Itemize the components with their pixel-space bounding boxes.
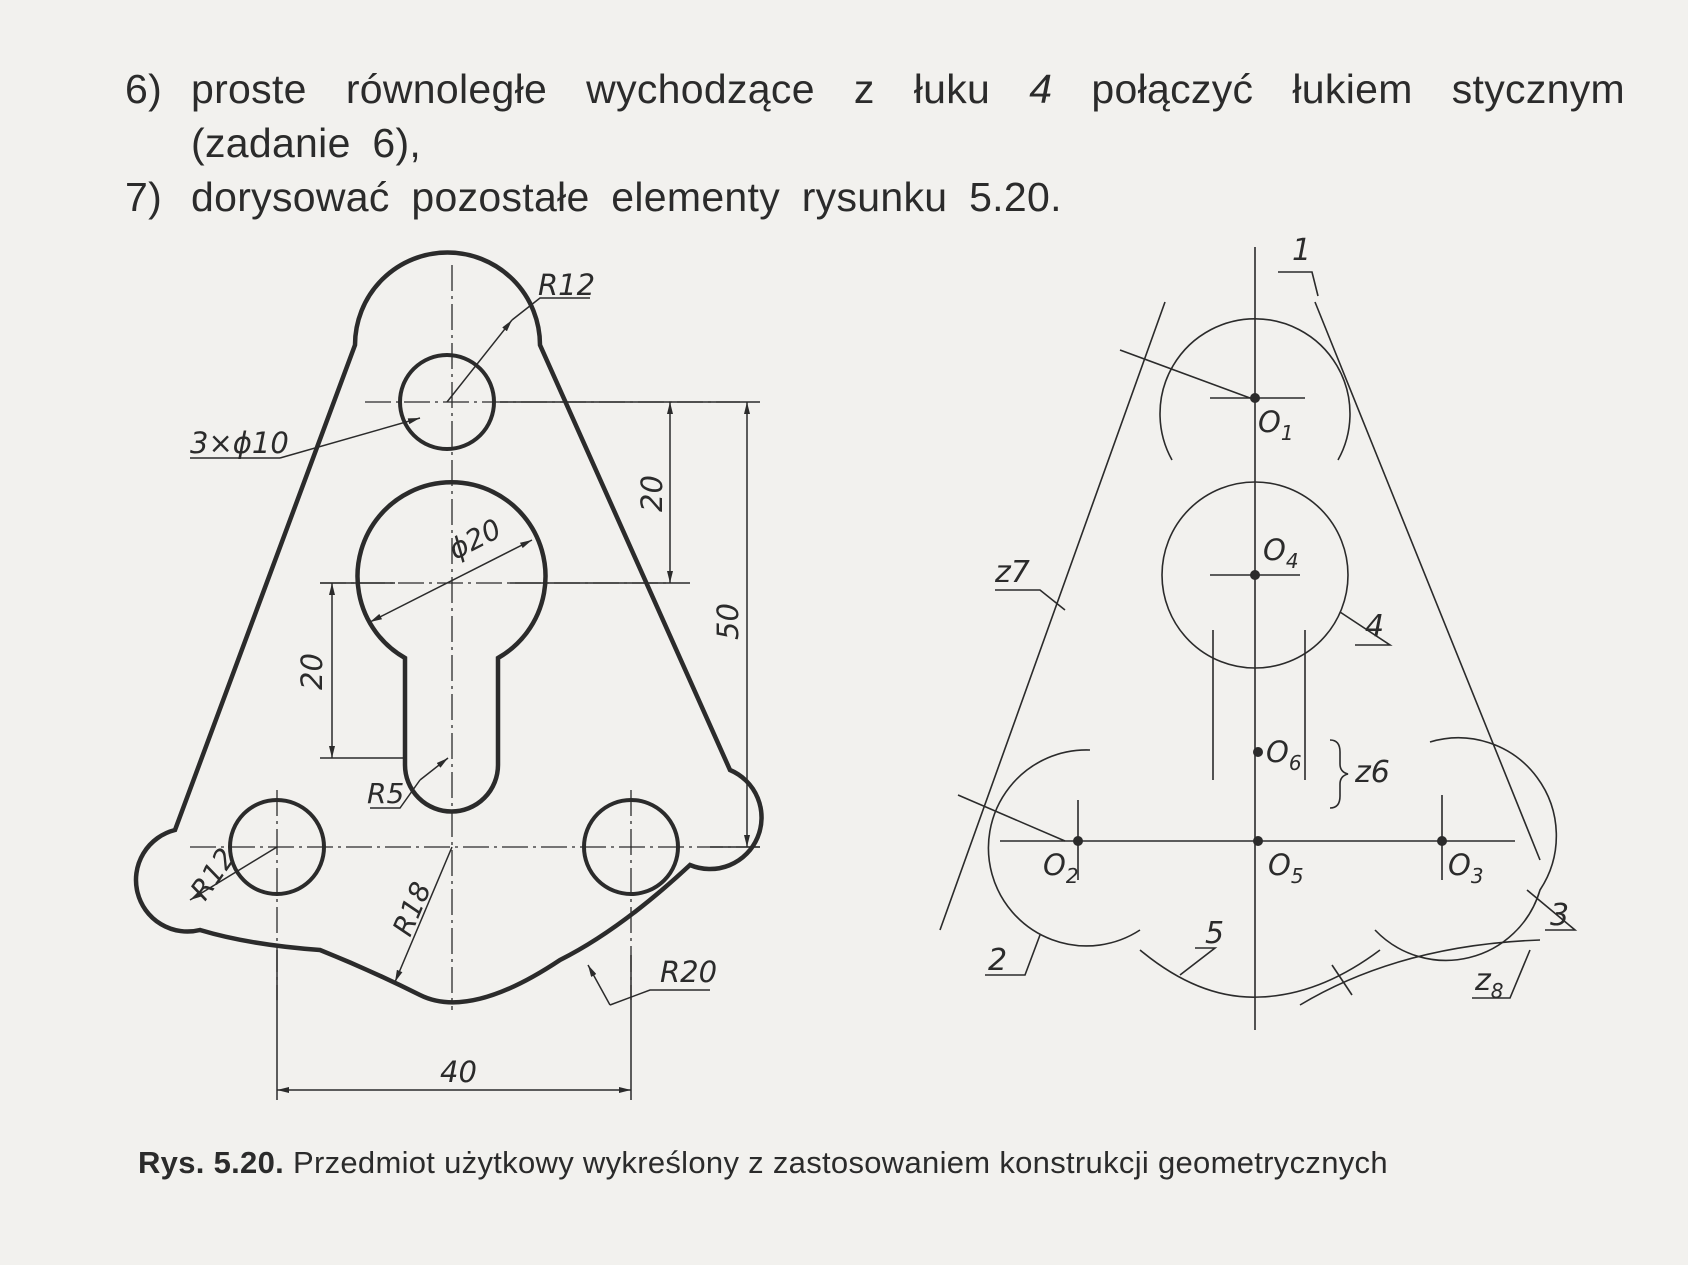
label-arc-3: 3 — [1550, 898, 1570, 933]
step-number: 6) — [125, 66, 163, 112]
dim-50: 50 — [711, 603, 745, 640]
dim-r5: R5 — [367, 777, 405, 810]
label-arc-1: 1 — [1292, 233, 1312, 268]
step-text: dorysować pozostałe elementy rysunku 5.20. — [191, 174, 1062, 220]
dim-holes: 3×ϕ10 — [190, 426, 289, 460]
part-drawing — [136, 253, 762, 1101]
label-o6: $O_6$ — [1266, 735, 1302, 775]
label-o1: $O_1$ — [1258, 405, 1294, 445]
step-number: 7) — [125, 174, 163, 220]
label-z7: z7 — [995, 555, 1030, 590]
step-text-cont: (zadanie 6), — [191, 120, 422, 166]
dim-r12-left: R12 — [183, 841, 243, 907]
dim-20-right: 20 — [635, 475, 669, 512]
step-text: proste równoległe wychodzące z łuku 4 połączyć łukiem stycznym — [191, 66, 1625, 112]
dim-20-left: 20 — [295, 653, 329, 690]
label-arc-2: 2 — [988, 943, 1008, 978]
label-o2: $O_2$ — [1043, 848, 1079, 888]
label-o3: $O_3$ — [1448, 848, 1484, 888]
label-o5: $O_5$ — [1268, 848, 1304, 888]
dim-r18: R18 — [386, 877, 438, 941]
figure-caption — [138, 1145, 1388, 1181]
label-z6: z6 — [1355, 755, 1390, 790]
construction-drawing — [940, 233, 1575, 1030]
label-z8: $z_8$ — [1475, 963, 1504, 1003]
part-outline — [136, 253, 762, 1003]
dim-r20: R20 — [660, 955, 718, 989]
label-arc-5: 5 — [1205, 916, 1225, 951]
label-circle-4: 4 — [1365, 609, 1385, 644]
caption-label: Rys. 5.20. — [138, 1145, 285, 1180]
dim-r12-top: R12 — [538, 268, 596, 302]
caption-text: Przedmiot użytkowy wykreślony z zastosowaniem konstrukcji geometrycznych — [292, 1145, 1388, 1180]
dim-phi20: ϕ20 — [443, 512, 507, 567]
label-o4: $O_4$ — [1263, 533, 1299, 573]
dim-40: 40 — [440, 1055, 477, 1089]
